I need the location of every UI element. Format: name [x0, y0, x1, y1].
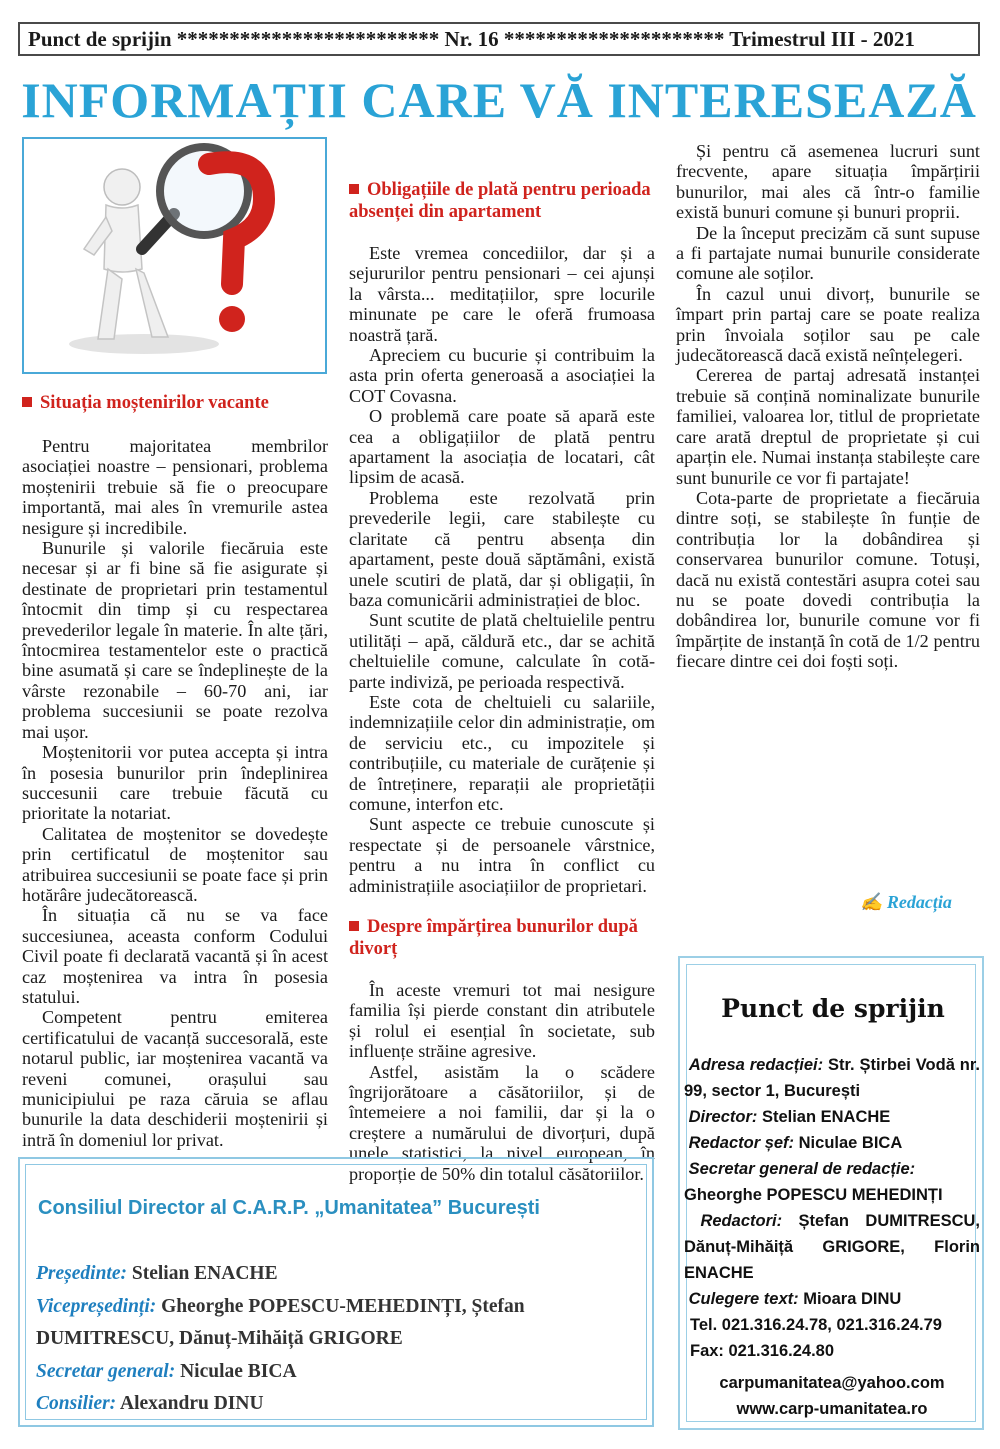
- paragraph: Cota-parte de proprietate a fiecăruia dintre soți, se stabilește în funție de contribuția lor la dobândirea și conservarea bunurilor comune. Totuși, dacă nu există contestări asupra cotei sau nu se poate dovedi contribuția la dobândirea lor, bunurile comune vor fi împărțite de instanță în cotă de 1/2 pentru fiecare dintre cei doi foști soți.: [676, 487, 980, 672]
- article-vacant-inheritance: [22, 392, 328, 1150]
- header-stars: *********************: [503, 27, 725, 51]
- signature: ✍ Redacția: [860, 892, 952, 912]
- typesetting-line: Culegere text: Mioara DINU: [688, 1290, 902, 1308]
- secretary-line: Secretar general de redacție: Gheorghe POPESCU MEHEDINȚI: [684, 1160, 943, 1204]
- square-bullet-icon: [349, 921, 359, 931]
- email-link[interactable]: carpumanitatea@yahoo.com: [719, 1374, 945, 1392]
- counselor-line: Consilier: Alexandru DINU: [36, 1393, 264, 1414]
- paragraph: Apreciem cu bucurie și contribuim la asta prin oferta generoasă a asociației la COT Covasna.: [349, 345, 655, 406]
- publication-name: Punct de sprijin: [28, 27, 172, 51]
- paragraph: Competent pentru emiterea certificatului de vacanță succesorală, este notarul public, iar moștenirea vacantă va reveni comunei, orașului sau municipiului pe raza căruia se aflau bunurile la data deschiderii moștenirii și intră în domeniul lor privat.: [22, 1007, 328, 1150]
- editor-in-chief-line: Redactor șef: Niculae BICA: [688, 1134, 903, 1152]
- board-title: Consiliul Director al C.A.R.P. „Umanitatea” București: [38, 1197, 540, 1219]
- article-heading: Despre împărțirea bunurilor după divorț: [349, 917, 638, 959]
- paragraph: În situația că nu se va face succesiunea, aceasta conform Codului Civil poate fi declarată vacantă și în acest caz moștenirea va intra în posesia statului.: [22, 905, 328, 1007]
- article-heading: Situația moștenirilor vacante: [22, 392, 328, 414]
- website-link[interactable]: www.carp-umanitatea.ro: [736, 1400, 928, 1418]
- article-divorce-continued: [676, 141, 980, 672]
- phone-line: Tel. 021.316.24.78, 021.316.24.79: [690, 1316, 942, 1334]
- paragraph: Și pentru că asemenea lucruri sunt frecvente, apare situația împărțirii bunurilor, mai ales că într-o familie există bunuri comune și bunuri proprii.: [676, 141, 980, 223]
- page-title: INFORMAȚII CARE VĂ INTERESEAZĂ: [21, 72, 977, 128]
- paragraph: De la început precizăm că sunt supuse a fi partajate numai bunurile considerate comune ale soților.: [676, 222, 980, 284]
- paragraph: Este cota de cheltuieli cu salariile, indemnizațiile celor din administrație, om de serviciu etc., cu impozitele și contribuțiile, cu materiale de curățenie și de întreținere, reparații ale proprietății comune, interfon etc.: [349, 691, 655, 814]
- editors-line: Redactori: Ștefan DUMITRESCU, Dănuț-Mihăiță GRIGORE, Florin ENACHE: [684, 1212, 981, 1282]
- paragraph: Problema este rezolvată prin prevederile legii, care stabilește cu claritate că pentru absența din apartament, peste două săptămâni, există unele scutiri de plată, dar și obligații, în baza comunicării administrației de bloc.: [349, 487, 655, 610]
- issue-quarter: Trimestrul III - 2021: [729, 27, 915, 51]
- paragraph: Cererea de partaj adresată instanței trebuie să conțină nominalizate bunurile familiei, valoarea lor, titlul de proprietate care arată dreptul de proprietate și cui aparțin ele. Numai instanța stabilește care sunt bunurile ce vor fi partajate!: [676, 365, 980, 488]
- paragraph: O problemă care poate să apară este cea a obligațiilor de plată pentru apartament la asociația de locatari, cât lipsim de acasă.: [349, 406, 655, 488]
- magnifier-question-mark-icon: [24, 139, 325, 372]
- paragraph: Bunurile și valorile fiecăruia este necesar și ar fi bine să fie asigurate și destinate de proprietari prin testamentul întocmit din timp și cu respectarea prevederilor legale în materie. În alte țări, întocmirea testamentelor este o practică bine asumată și care se îndeplinește de la vârste rezonabile – 60-70 ani, iar problema succesiunii se poate rezolva mai ușor.: [22, 538, 328, 742]
- header-stars: *************************: [176, 27, 440, 51]
- article-illustration: [22, 137, 327, 374]
- paragraph: Moștenitorii vor putea accepta și intra în posesia bunurilor prin îndeplinirea succesunii care trebuie făcută cu prioritate la notariat.: [22, 742, 328, 824]
- paragraph: Sunt aspecte ce trebuie cunoscute și respectate și de persoanele vârstnice, pentru a nu intra în conflict cu administrațiile asociațiilor de proprietari.: [349, 814, 655, 896]
- paragraph: Pentru majoritatea membrilor asociației noastre – pensionari, problema moștenirii trebuie să fie o preocupare importantă, mai ales în vremurile astea nesigure și incredibile.: [22, 436, 328, 538]
- editorial-details: [684, 1052, 980, 1422]
- article-heading: Obligațiile de plată pentru perioada absenței din apartament: [349, 180, 651, 222]
- paragraph: Astfel, asistăm la o scădere îngrijorătoare a căsătoriilor, și de întemeiere a noi familii, dar și la o creștere a numărului de divorțuri, după unele statistici, la nivel european, în proporție de 50% din totalul căsătoriilor.: [349, 1061, 655, 1184]
- square-bullet-icon: [349, 184, 359, 194]
- vice-presidents-line: Vicepreședinți: Gheorghe POPESCU-MEHEDINȚI, Ștefan DUMITRESCU, Dănuț-Mihăiță GRIGORE: [36, 1295, 525, 1349]
- paragraph: Sunt scutite de plată cheltuielile pentru utilități – apă, căldură etc., dar se achită cheltuielile comune, calculate în cotă-parte indiviză, pe perioada respectivă.: [349, 610, 655, 692]
- address-line: Adresa redacției: Str. Știrbei Vodă nr. 99, sector 1, București: [684, 1056, 980, 1100]
- president-line: Președinte: Stelian ENACHE: [36, 1263, 278, 1284]
- director-line: Director: Stelian ENACHE: [688, 1108, 891, 1126]
- issue-number: Nr. 16: [444, 27, 499, 51]
- paragraph: Este vremea concediilor, dar și a sejururilor pentru pensionari – cei ajunși la vârsta... meditațiilor, spre locurile minunate pe care le oferă frumoasa noastră țară.: [349, 243, 655, 345]
- paragraph: În aceste vremuri tot mai nesigure familia își pierde constant din atributele și rolul ei esențial în societate, sub influențe străine agresive.: [349, 980, 655, 1062]
- fax-line: Fax: 021.316.24.80: [690, 1342, 835, 1360]
- article-payment-obligations: [349, 141, 655, 1184]
- issue-header: [18, 22, 980, 56]
- info-box-title: Punct de sprijin: [721, 994, 945, 1023]
- board-members: [36, 1258, 646, 1421]
- square-bullet-icon: [22, 397, 32, 407]
- pen-hand-icon: ✍: [860, 892, 883, 912]
- general-secretary-line: Secretar general: Niculae BICA: [36, 1360, 297, 1382]
- paragraph: În cazul unui divorț, bunurile se împart prin partaj care se poate realiza prin învoiala soților sau pe cale judecătorească dacă există neînțelegeri.: [676, 283, 980, 366]
- paragraph: Calitatea de moștenitor se dovedește prin certificatul de moștenitor sau atribuirea succesiunii se poate face și prin hotărâre judecătorească.: [22, 823, 328, 905]
